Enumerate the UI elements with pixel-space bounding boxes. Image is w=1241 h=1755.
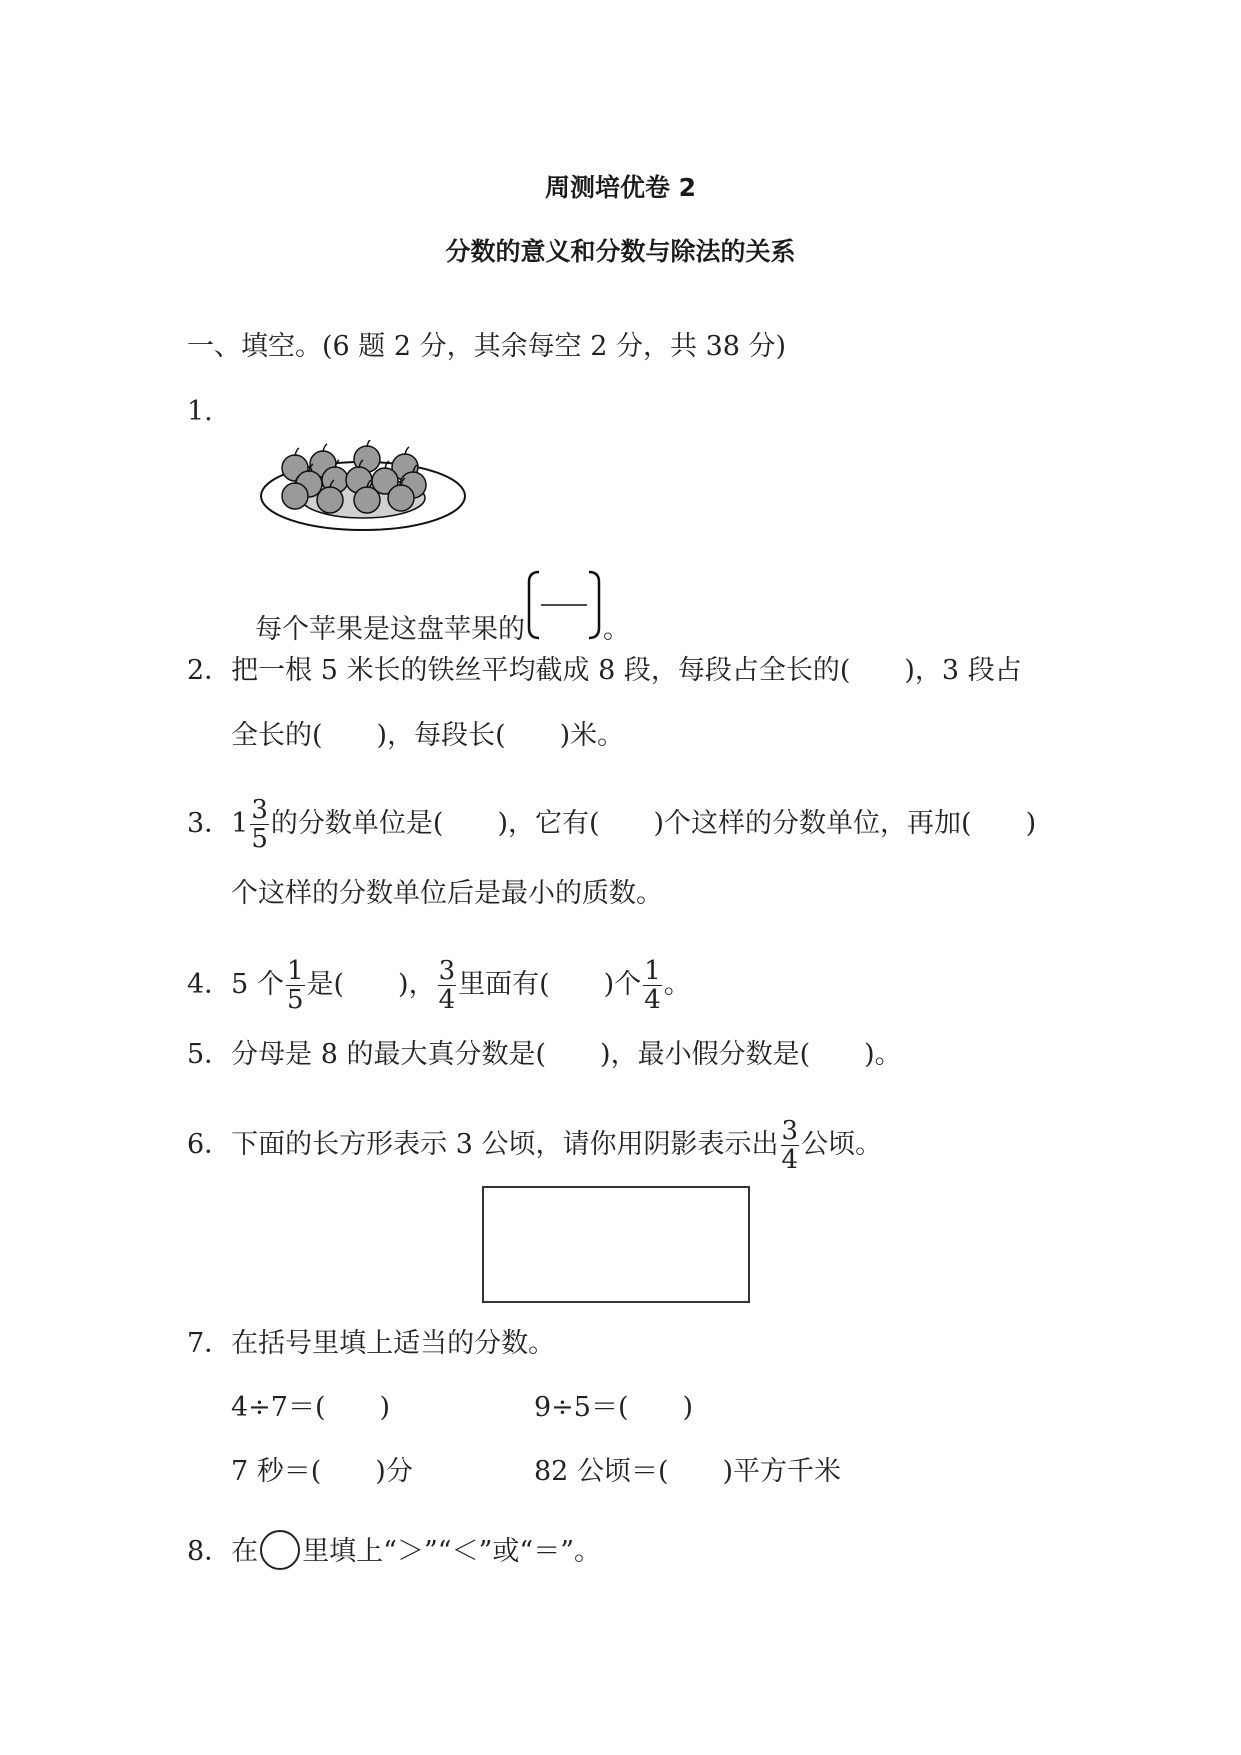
fraction-one-fifth: $\frac{1}{5}$ [286,956,304,1015]
question-1-after: 。 [603,614,630,645]
question-3-line-1 [187,797,1036,852]
question-4-prefix: 4．5 个 [187,969,284,1000]
question-3-rest: 的分数单位是( )，它有( )个这样的分数单位，再加( ) [270,808,1037,839]
question-6-prefix: 6．下面的长方形表示 3 公顷，请你用阴影表示出 [187,1129,779,1160]
fraction-three-quarters: $\frac{3}{4}$ [438,956,456,1015]
question-2-line-2: 全长的( )，每段长( )米。 [231,720,625,751]
question-4-mid-2: 里面有( )个 [458,969,642,1000]
question-3-line-2: 个这样的分数单位后是最小的质数。 [231,878,663,909]
question-7-d: 82 公顷＝( )平方千米 [534,1456,842,1487]
fraction-three-quarters-q6: $\frac{3}{4}$ [781,1116,799,1175]
compare-circle-icon [260,1530,300,1570]
apple-plate-illustration [255,440,475,540]
fraction-three-fifths: $\frac{3}{5}$ [251,795,268,854]
question-8-prefix: 8．在 [187,1536,259,1567]
fraction-one-quarter: $\frac{1}{4}$ [644,956,661,1015]
question-2-line-1: 2．把一根 5 米长的铁丝平均截成 8 段，每段占全长的( )，3 段占 [187,655,1022,686]
question-1-text [255,582,630,652]
question-7-c: 7 秒＝( )分 [231,1456,413,1487]
question-1-before: 每个苹果是这盘苹果的 [255,614,525,645]
question-8 [187,1530,601,1570]
question-3-prefix: 3．1 [187,808,249,839]
shading-rectangle[interactable] [482,1186,750,1303]
question-5: 5．分母是 8 的最大真分数是( )，最小假分数是( )。 [187,1039,902,1070]
question-4-mid-1: 是( )， [306,969,436,1000]
question-7-a: 4÷7＝( ) [231,1392,391,1423]
question-7: 7．在括号里填上适当的分数。 [187,1328,556,1359]
question-1-number: 1. [187,396,213,427]
question-6-end: 公顷。 [801,1129,883,1160]
question-4 [187,958,691,1013]
question-7-b: 9÷5＝( ) [534,1392,694,1423]
page-title: 周测培优卷 2 [544,173,697,202]
fraction-answer-box[interactable] [525,582,603,652]
page-subtitle: 分数的意义和分数与除法的关系 [445,237,796,266]
section-heading: 一、填空。(6 题 2 分，其余每空 2 分，共 38 分) [187,331,787,362]
question-8-suffix: 里填上“＞”“＜”或“＝”。 [302,1536,602,1567]
question-4-end: 。 [663,969,691,1000]
question-6 [187,1118,882,1173]
